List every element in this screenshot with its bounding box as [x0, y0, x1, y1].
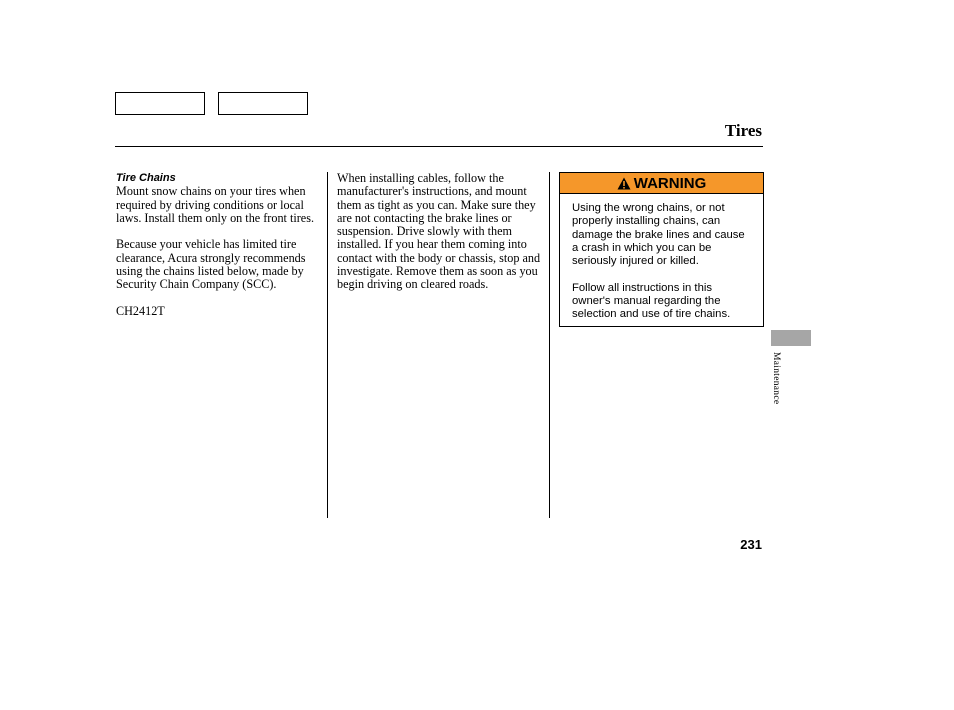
title-divider	[115, 146, 763, 147]
warning-label: WARNING	[633, 174, 707, 192]
warning-body	[560, 194, 763, 322]
column-divider	[549, 172, 550, 518]
warning-paragraph: Using the wrong chains, or not properly installing chains, can damage the brake lines and cause a crash in which you can be seriously injured or killed.	[572, 202, 745, 268]
warning-box	[559, 172, 764, 327]
page-title: Tires	[724, 121, 762, 140]
nav-button-table-of-contents[interactable]	[218, 92, 308, 115]
text-column-2	[337, 172, 543, 305]
paragraph: Because your vehicle has limited tire clearance, Acura strongly recommends using the chains listed below, made by Security Chain Company (SCC).	[116, 237, 306, 292]
warning-paragraph: Follow all instructions in this owner's manual regarding the selection and use of tire chains.	[572, 281, 731, 321]
subheading-tire-chains: Tire Chains	[116, 172, 176, 184]
warning-header	[560, 173, 763, 194]
text-column-1	[116, 172, 322, 332]
nav-button-main-menu[interactable]	[115, 92, 205, 115]
section-tab-maintenance[interactable]	[771, 330, 811, 346]
page-number: 231	[740, 537, 762, 552]
warning-triangle-icon	[617, 177, 631, 190]
chain-model-number: CH2412T	[116, 303, 165, 318]
paragraph: When installing cables, follow the manufacturer's instructions, and mount them as tight as you can. Make sure they are not contacting the brake lines or suspension. Drive slowly with them installed. If you hear them coming into contact with the body or chassis, stop and investigate. Remove them as soon as you begin driving on cleared roads.	[337, 171, 541, 292]
paragraph: Mount snow chains on your tires when required by driving conditions or local laws. Install them only on the front tires.	[116, 184, 315, 225]
column-divider	[327, 172, 328, 518]
section-label: Maintenance	[771, 352, 781, 405]
